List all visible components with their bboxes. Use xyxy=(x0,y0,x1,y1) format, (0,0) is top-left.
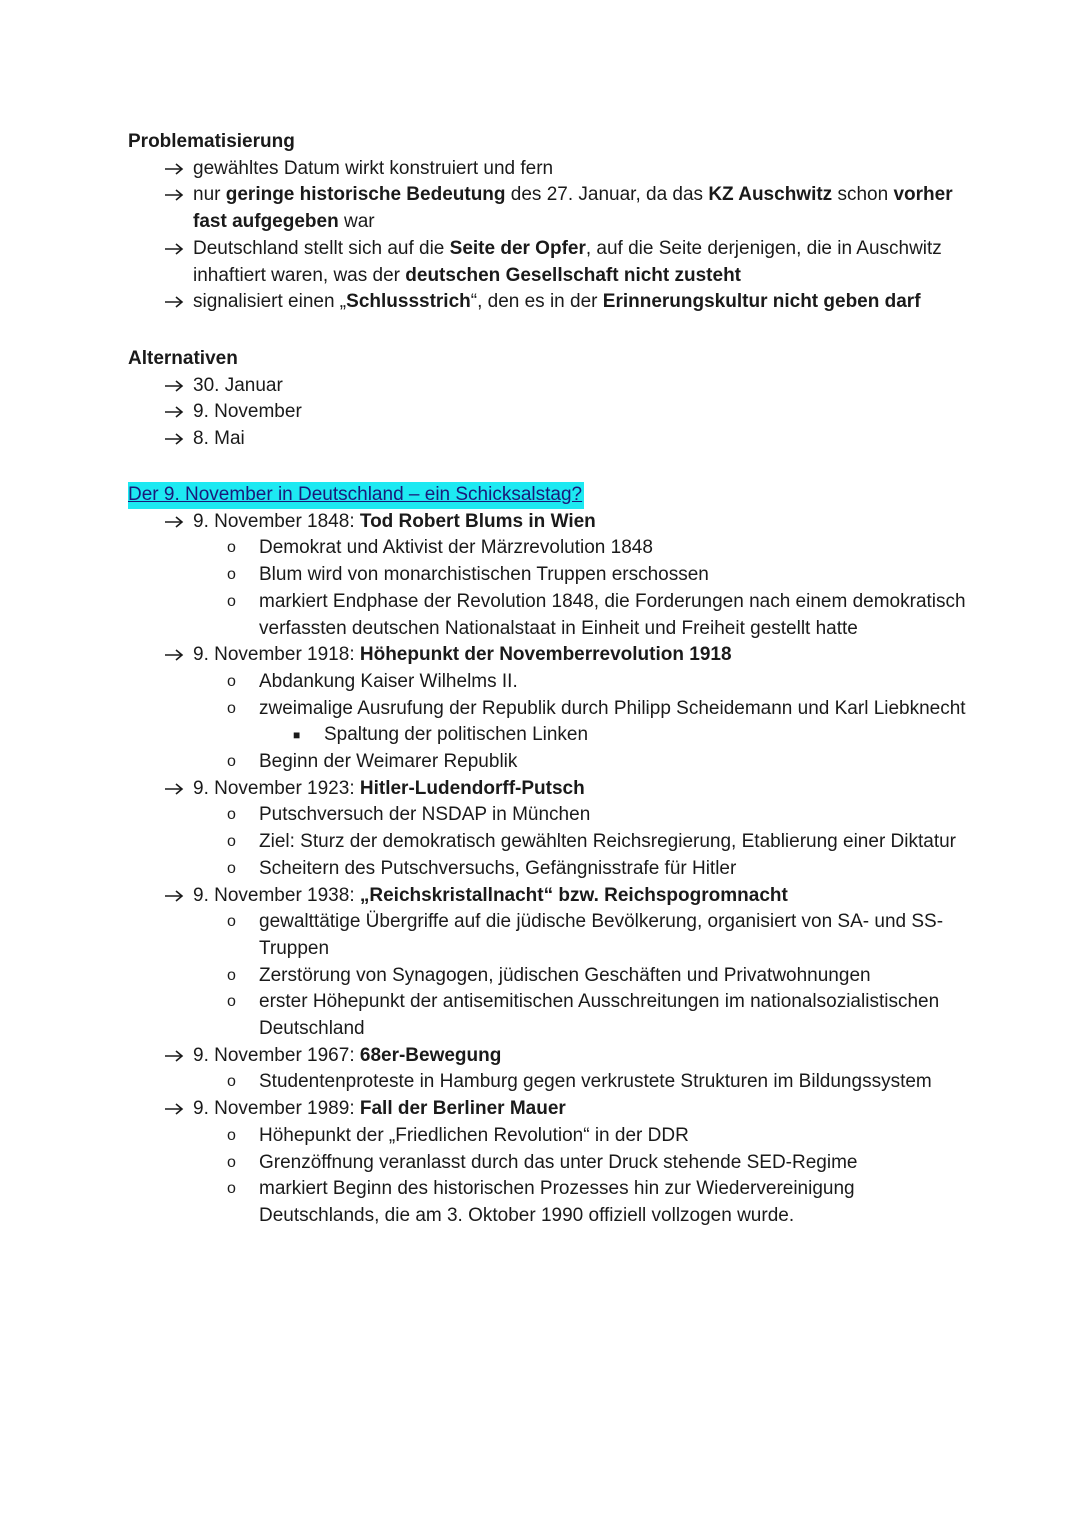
event-item xyxy=(128,883,968,910)
event-point xyxy=(128,589,968,642)
bold-text: KZ Auschwitz xyxy=(708,184,833,206)
problematisierung-list xyxy=(128,156,968,316)
event-point xyxy=(128,989,968,1042)
arrow-right-icon xyxy=(164,1043,186,1070)
alternative-item xyxy=(128,426,968,453)
event-point-text: gewalttätige Übergriffe auf die jüdische Bevölkerung, organisiert von SA- und SS-Truppen xyxy=(259,911,944,959)
event-subpoint-text: Spaltung der politischen Linken xyxy=(324,724,589,746)
text: , auf die Seite derjenigen, die in Auschwitz inhaftiert waren, was der xyxy=(193,237,942,286)
event-headline: Fall der Berliner Mauer xyxy=(359,1098,566,1120)
circle-bullet-icon: o xyxy=(227,1180,236,1198)
circle-bullet-icon: o xyxy=(227,699,236,717)
event-point xyxy=(128,535,968,562)
events-list xyxy=(128,509,968,1230)
heading-problematisierung: Problematisierung xyxy=(128,131,295,152)
event-point xyxy=(128,909,968,962)
alternative-label: 9. November xyxy=(193,401,302,423)
circle-bullet-icon: o xyxy=(227,806,236,824)
event-point-text: Höhepunkt der „Friedlichen Revolution“ in der DDR xyxy=(259,1124,689,1146)
bold-text: Erinnerungskultur nicht geben darf xyxy=(602,291,921,313)
circle-bullet-icon: o xyxy=(227,672,236,690)
arrow-right-icon xyxy=(164,399,186,426)
circle-bullet-icon: o xyxy=(227,993,236,1011)
event-item xyxy=(128,509,968,536)
schicksalstag-heading-link[interactable]: Der 9. November in Deutschland – ein Schicksalstag? xyxy=(128,482,584,509)
circle-bullet-icon: o xyxy=(227,592,236,610)
heading-alternativen: Alternativen xyxy=(128,348,238,369)
event-point xyxy=(128,802,968,829)
circle-bullet-icon: o xyxy=(227,833,236,851)
event-point-text: Grenzöffnung veranlasst durch das unter Druck stehende SED-Regime xyxy=(259,1151,858,1173)
section-alternativen xyxy=(128,346,968,453)
problematisierung-item xyxy=(128,236,968,289)
event-headline: 68er-Bewegung xyxy=(359,1044,502,1066)
event-point-text: Putschversuch der NSDAP in München xyxy=(259,804,591,826)
text: “, den es in der xyxy=(470,291,603,313)
circle-bullet-icon: o xyxy=(227,966,236,984)
arrow-right-icon xyxy=(164,1096,186,1123)
event-date: 9. November 1918: xyxy=(193,644,360,666)
circle-bullet-icon: o xyxy=(227,753,236,771)
arrow-right-icon xyxy=(164,883,186,910)
event-point-text: Beginn der Weimarer Republik xyxy=(259,751,518,773)
bold-text: geringe historische Bedeutung xyxy=(225,184,506,206)
event-point xyxy=(128,669,968,696)
bold-text: Schlussstrich xyxy=(346,291,471,313)
arrow-right-icon xyxy=(164,776,186,803)
event-subpoint xyxy=(128,722,968,749)
arrow-right-icon xyxy=(164,156,186,183)
text: des 27. Januar, da das xyxy=(505,184,709,206)
arrow-right-icon xyxy=(164,642,186,669)
event-point xyxy=(128,1150,968,1177)
event-date: 9. November 1848: xyxy=(193,510,360,532)
event-headline: „Reichskristallnacht“ bzw. Reichspogromnacht xyxy=(359,884,788,906)
event-item xyxy=(128,1096,968,1123)
event-point-text: zweimalige Ausrufung der Republik durch Philipp Scheidemann und Karl Liebknecht xyxy=(259,697,966,719)
arrow-right-icon xyxy=(164,182,186,209)
event-point xyxy=(128,1123,968,1150)
circle-bullet-icon: o xyxy=(227,859,236,877)
event-date: 9. November 1989: xyxy=(193,1098,360,1120)
arrow-right-icon xyxy=(164,236,186,263)
text: nur xyxy=(193,184,226,206)
text: gewähltes Datum wirkt konstruiert und fern xyxy=(193,157,554,179)
event-point-text: markiert Endphase der Revolution 1848, die Forderungen nach einem demokratisch verfassten deutschen Nationalstaat in Einheit und Freiheit gestellt hatte xyxy=(259,590,966,639)
heading-schicksalstag-line xyxy=(128,482,968,509)
arrow-right-icon xyxy=(164,289,186,316)
problematisierung-item xyxy=(128,182,968,235)
event-point-text: Zerstörung von Synagogen, jüdischen Geschäften und Privatwohnungen xyxy=(259,964,871,986)
event-point xyxy=(128,829,968,856)
circle-bullet-icon: o xyxy=(227,1073,236,1091)
event-item xyxy=(128,776,968,803)
event-headline: Höhepunkt der Novemberrevolution 1918 xyxy=(359,644,732,666)
event-point xyxy=(128,1176,968,1229)
text: Deutschland stellt sich auf die xyxy=(193,237,450,259)
event-headline: Tod Robert Blums in Wien xyxy=(359,510,596,532)
circle-bullet-icon: o xyxy=(227,1126,236,1144)
event-point-text: Abdankung Kaiser Wilhelms II. xyxy=(259,670,518,692)
bold-text: Seite der Opfer xyxy=(449,237,586,259)
problematisierung-item xyxy=(128,156,968,183)
square-bullet-icon: ■ xyxy=(293,728,301,743)
text: schon xyxy=(832,184,894,206)
event-point xyxy=(128,749,968,776)
alternative-label: 8. Mai xyxy=(193,428,245,450)
event-point-text: Demokrat und Aktivist der Märzrevolution 1848 xyxy=(259,537,653,559)
event-point-text: Ziel: Sturz der demokratisch gewählten Reichsregierung, Etablierung einer Diktatur xyxy=(259,831,957,853)
arrow-right-icon xyxy=(164,373,186,400)
text: war xyxy=(338,211,375,233)
event-date: 9. November 1923: xyxy=(193,777,360,799)
alternativen-list xyxy=(128,373,968,453)
alternative-item xyxy=(128,399,968,426)
event-point-text: Blum wird von monarchistischen Truppen erschossen xyxy=(259,564,709,586)
problematisierung-item xyxy=(128,289,968,316)
alternative-item xyxy=(128,373,968,400)
event-point xyxy=(128,1069,968,1096)
text: signalisiert einen „ xyxy=(193,291,347,313)
circle-bullet-icon: o xyxy=(227,566,236,584)
event-date: 9. November 1938: xyxy=(193,884,360,906)
bold-text: deutschen Gesellschaft nicht zusteht xyxy=(405,264,742,286)
bold-text: vorher fast aufgegeben xyxy=(193,184,953,233)
event-point xyxy=(128,696,968,723)
section-schicksalstag xyxy=(128,482,968,1230)
circle-bullet-icon: o xyxy=(227,539,236,557)
section-problematisierung xyxy=(128,129,968,316)
circle-bullet-icon: o xyxy=(227,1153,236,1171)
arrow-right-icon xyxy=(164,426,186,453)
event-item xyxy=(128,1043,968,1070)
event-point xyxy=(128,963,968,990)
alternative-label: 30. Januar xyxy=(193,374,283,396)
event-item xyxy=(128,642,968,669)
arrow-right-icon xyxy=(164,509,186,536)
event-point-text: erster Höhepunkt der antisemitischen Ausschreitungen im nationalsozialistischen Deutschland xyxy=(259,991,940,1040)
event-point xyxy=(128,562,968,589)
circle-bullet-icon: o xyxy=(227,913,236,931)
event-date: 9. November 1967: xyxy=(193,1044,360,1066)
event-point-text: markiert Beginn des historischen Prozesses hin zur Wiedervereinigung Deutschlands, die am 3. Oktober 1990 offiziell vollzogen wurde. xyxy=(259,1178,855,1226)
event-point-text: Scheitern des Putschversuchs, Gefängnisstrafe für Hitler xyxy=(259,857,737,879)
event-headline: Hitler-Ludendorff-Putsch xyxy=(359,777,585,799)
event-point-text: Studentenproteste in Hamburg gegen verkrustete Strukturen im Bildungssystem xyxy=(259,1071,932,1093)
event-point xyxy=(128,856,968,883)
